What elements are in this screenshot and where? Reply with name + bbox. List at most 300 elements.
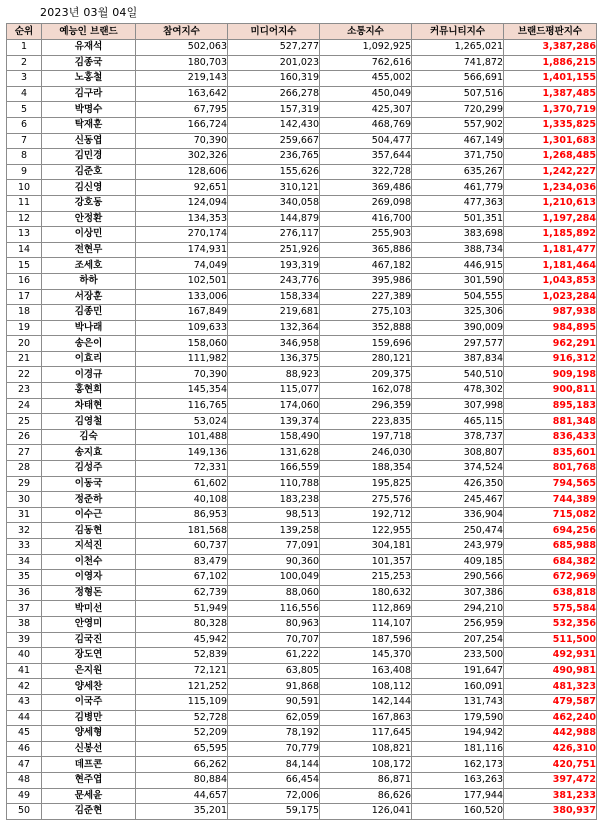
community-cell: 501,351: [412, 211, 504, 227]
table-row: [7, 616, 597, 632]
reputation-index-cell: 984,895: [504, 320, 597, 336]
media-cell: 115,077: [228, 383, 320, 399]
community-cell: 308,807: [412, 445, 504, 461]
rank-cell: 27: [7, 445, 42, 461]
rank-cell: 28: [7, 461, 42, 477]
participation-cell: 302,326: [136, 149, 228, 165]
rank-cell: 11: [7, 195, 42, 211]
reputation-index-cell: 462,240: [504, 710, 597, 726]
community-cell: 720,299: [412, 102, 504, 118]
table-row: [7, 788, 597, 804]
media-cell: 63,805: [228, 663, 320, 679]
reputation-index-cell: 397,472: [504, 772, 597, 788]
communication-cell: 145,370: [320, 648, 412, 664]
reputation-index-cell: 835,601: [504, 445, 597, 461]
brand-name-cell: 박나래: [42, 320, 136, 336]
rank-cell: 42: [7, 679, 42, 695]
community-cell: 181,116: [412, 741, 504, 757]
participation-cell: 62,739: [136, 585, 228, 601]
communication-cell: 468,769: [320, 117, 412, 133]
brand-name-cell: 김동현: [42, 523, 136, 539]
reputation-index-cell: 1,181,464: [504, 258, 597, 274]
table-row: [7, 133, 597, 149]
media-cell: 98,513: [228, 507, 320, 523]
table-row: [7, 258, 597, 274]
community-cell: 378,737: [412, 429, 504, 445]
participation-cell: 53,024: [136, 414, 228, 430]
community-cell: 194,942: [412, 726, 504, 742]
participation-cell: 40,108: [136, 492, 228, 508]
rank-cell: 40: [7, 648, 42, 664]
community-cell: 179,590: [412, 710, 504, 726]
reputation-index-cell: 1,023,284: [504, 289, 597, 305]
media-cell: 139,374: [228, 414, 320, 430]
table-row: [7, 554, 597, 570]
brand-name-cell: 데프콘: [42, 757, 136, 773]
table-row: [7, 429, 597, 445]
communication-cell: 425,307: [320, 102, 412, 118]
table-row: [7, 398, 597, 414]
participation-cell: 115,109: [136, 694, 228, 710]
brand-name-cell: 조세호: [42, 258, 136, 274]
participation-cell: 124,094: [136, 195, 228, 211]
rank-cell: 33: [7, 539, 42, 555]
media-cell: 183,238: [228, 492, 320, 508]
brand-name-cell: 이수근: [42, 507, 136, 523]
table-row: [7, 523, 597, 539]
brand-name-cell: 박명수: [42, 102, 136, 118]
table-row: [7, 726, 597, 742]
reputation-index-cell: 881,348: [504, 414, 597, 430]
community-cell: 383,698: [412, 227, 504, 243]
media-cell: 236,765: [228, 149, 320, 165]
rank-cell: 19: [7, 320, 42, 336]
rank-cell: 8: [7, 149, 42, 165]
media-cell: 158,334: [228, 289, 320, 305]
reputation-index-cell: 836,433: [504, 429, 597, 445]
reputation-index-cell: 426,310: [504, 741, 597, 757]
communication-cell: 296,359: [320, 398, 412, 414]
participation-cell: 80,884: [136, 772, 228, 788]
reputation-index-cell: 744,389: [504, 492, 597, 508]
reputation-index-cell: 1,387,485: [504, 86, 597, 102]
community-cell: 160,520: [412, 804, 504, 820]
reputation-index-cell: 672,969: [504, 570, 597, 586]
brand-name-cell: 탁재훈: [42, 117, 136, 133]
rank-cell: 37: [7, 601, 42, 617]
media-cell: 100,049: [228, 570, 320, 586]
reputation-index-cell: 511,500: [504, 632, 597, 648]
reputation-index-cell: 381,233: [504, 788, 597, 804]
participation-cell: 66,262: [136, 757, 228, 773]
participation-cell: 74,049: [136, 258, 228, 274]
rank-cell: 41: [7, 663, 42, 679]
reputation-index-cell: 1,197,284: [504, 211, 597, 227]
participation-cell: 101,488: [136, 429, 228, 445]
participation-cell: 52,839: [136, 648, 228, 664]
participation-cell: 102,501: [136, 273, 228, 289]
participation-cell: 149,136: [136, 445, 228, 461]
brand-name-cell: 이영자: [42, 570, 136, 586]
participation-cell: 128,606: [136, 164, 228, 180]
table-row: [7, 741, 597, 757]
brand-name-cell: 김민경: [42, 149, 136, 165]
reputation-index-cell: 1,043,853: [504, 273, 597, 289]
communication-cell: 223,835: [320, 414, 412, 430]
reputation-index-cell: 1,242,227: [504, 164, 597, 180]
communication-cell: 159,696: [320, 336, 412, 352]
community-cell: 245,467: [412, 492, 504, 508]
table-row: [7, 71, 597, 87]
media-cell: 193,319: [228, 258, 320, 274]
media-cell: 62,059: [228, 710, 320, 726]
reputation-index-cell: 420,751: [504, 757, 597, 773]
brand-name-cell: 김신영: [42, 180, 136, 196]
rank-cell: 34: [7, 554, 42, 570]
table-row: [7, 180, 597, 196]
reputation-index-cell: 575,584: [504, 601, 597, 617]
header-rank: 순위: [7, 24, 42, 40]
brand-name-cell: 김숙: [42, 429, 136, 445]
participation-cell: 45,942: [136, 632, 228, 648]
communication-cell: 163,408: [320, 663, 412, 679]
table-row: [7, 414, 597, 430]
table-row: [7, 227, 597, 243]
communication-cell: 126,041: [320, 804, 412, 820]
participation-cell: 70,390: [136, 367, 228, 383]
communication-cell: 209,375: [320, 367, 412, 383]
media-cell: 340,058: [228, 195, 320, 211]
rank-cell: 49: [7, 788, 42, 804]
media-cell: 527,277: [228, 40, 320, 56]
rank-cell: 24: [7, 398, 42, 414]
media-cell: 266,278: [228, 86, 320, 102]
communication-cell: 187,596: [320, 632, 412, 648]
communication-cell: 167,863: [320, 710, 412, 726]
community-cell: 507,516: [412, 86, 504, 102]
community-cell: 191,647: [412, 663, 504, 679]
table-row: [7, 694, 597, 710]
communication-cell: 504,477: [320, 133, 412, 149]
rank-cell: 30: [7, 492, 42, 508]
rank-cell: 36: [7, 585, 42, 601]
table-header-row: [7, 24, 597, 40]
communication-cell: 117,645: [320, 726, 412, 742]
communication-cell: 365,886: [320, 242, 412, 258]
communication-cell: 275,576: [320, 492, 412, 508]
community-cell: 250,474: [412, 523, 504, 539]
community-cell: 325,306: [412, 305, 504, 321]
reputation-index-cell: 442,988: [504, 726, 597, 742]
rank-cell: 10: [7, 180, 42, 196]
media-cell: 160,319: [228, 71, 320, 87]
participation-cell: 44,657: [136, 788, 228, 804]
participation-cell: 166,724: [136, 117, 228, 133]
communication-cell: 275,103: [320, 305, 412, 321]
table-row: [7, 86, 597, 102]
community-cell: 233,500: [412, 648, 504, 664]
community-cell: 1,265,021: [412, 40, 504, 56]
communication-cell: 369,486: [320, 180, 412, 196]
brand-name-cell: 송지효: [42, 445, 136, 461]
community-cell: 297,577: [412, 336, 504, 352]
media-cell: 110,788: [228, 476, 320, 492]
table-row: [7, 117, 597, 133]
brand-name-cell: 이국주: [42, 694, 136, 710]
community-cell: 390,009: [412, 320, 504, 336]
rank-cell: 4: [7, 86, 42, 102]
table-row: [7, 195, 597, 211]
participation-cell: 167,849: [136, 305, 228, 321]
table-row: [7, 351, 597, 367]
reputation-index-cell: 1,401,155: [504, 71, 597, 87]
brand-name-cell: 송은이: [42, 336, 136, 352]
table-row: [7, 383, 597, 399]
brand-name-cell: 이상민: [42, 227, 136, 243]
table-row: [7, 242, 597, 258]
participation-cell: 111,982: [136, 351, 228, 367]
community-cell: 388,734: [412, 242, 504, 258]
community-cell: 467,149: [412, 133, 504, 149]
reputation-index-cell: 801,768: [504, 461, 597, 477]
rank-cell: 12: [7, 211, 42, 227]
reputation-index-cell: 916,312: [504, 351, 597, 367]
participation-cell: 109,633: [136, 320, 228, 336]
participation-cell: 70,390: [136, 133, 228, 149]
brand-name-cell: 이경규: [42, 367, 136, 383]
community-cell: 465,115: [412, 414, 504, 430]
brand-name-cell: 이동국: [42, 476, 136, 492]
participation-cell: 72,121: [136, 663, 228, 679]
rank-cell: 43: [7, 694, 42, 710]
rank-cell: 38: [7, 616, 42, 632]
participation-cell: 133,006: [136, 289, 228, 305]
media-cell: 132,364: [228, 320, 320, 336]
media-cell: 72,006: [228, 788, 320, 804]
rank-cell: 50: [7, 804, 42, 820]
community-cell: 557,902: [412, 117, 504, 133]
brand-name-cell: 김준호: [42, 164, 136, 180]
media-cell: 251,926: [228, 242, 320, 258]
participation-cell: 72,331: [136, 461, 228, 477]
media-cell: 310,121: [228, 180, 320, 196]
table-row: [7, 211, 597, 227]
participation-cell: 65,595: [136, 741, 228, 757]
table-row: [7, 367, 597, 383]
rank-cell: 7: [7, 133, 42, 149]
media-cell: 116,556: [228, 601, 320, 617]
media-cell: 174,060: [228, 398, 320, 414]
media-cell: 142,430: [228, 117, 320, 133]
reputation-index-cell: 987,938: [504, 305, 597, 321]
brand-name-cell: 은지원: [42, 663, 136, 679]
rank-cell: 29: [7, 476, 42, 492]
reputation-index-cell: 900,811: [504, 383, 597, 399]
media-cell: 201,023: [228, 55, 320, 71]
community-cell: 374,524: [412, 461, 504, 477]
participation-cell: 83,479: [136, 554, 228, 570]
communication-cell: 762,616: [320, 55, 412, 71]
table-row: [7, 492, 597, 508]
community-cell: 177,944: [412, 788, 504, 804]
rank-cell: 47: [7, 757, 42, 773]
rank-cell: 48: [7, 772, 42, 788]
brand-name-cell: 정준하: [42, 492, 136, 508]
community-cell: 540,510: [412, 367, 504, 383]
communication-cell: 86,871: [320, 772, 412, 788]
table-row: [7, 507, 597, 523]
communication-cell: 304,181: [320, 539, 412, 555]
participation-cell: 502,063: [136, 40, 228, 56]
brand-name-cell: 정형돈: [42, 585, 136, 601]
brand-name-cell: 신동엽: [42, 133, 136, 149]
brand-name-cell: 김국진: [42, 632, 136, 648]
participation-cell: 80,328: [136, 616, 228, 632]
report-date: 2023년 03월 04일: [40, 6, 138, 19]
communication-cell: 86,626: [320, 788, 412, 804]
media-cell: 61,222: [228, 648, 320, 664]
reputation-index-cell: 3,387,286: [504, 40, 597, 56]
reputation-index-cell: 1,234,036: [504, 180, 597, 196]
media-cell: 90,360: [228, 554, 320, 570]
media-cell: 243,776: [228, 273, 320, 289]
community-cell: 131,743: [412, 694, 504, 710]
communication-cell: 322,728: [320, 164, 412, 180]
community-cell: 566,691: [412, 71, 504, 87]
participation-cell: 60,737: [136, 539, 228, 555]
community-cell: 294,210: [412, 601, 504, 617]
brand-name-cell: 차태현: [42, 398, 136, 414]
rank-cell: 23: [7, 383, 42, 399]
communication-cell: 108,821: [320, 741, 412, 757]
community-cell: 163,263: [412, 772, 504, 788]
table-row: [7, 305, 597, 321]
media-cell: 77,091: [228, 539, 320, 555]
community-cell: 307,386: [412, 585, 504, 601]
rank-cell: 26: [7, 429, 42, 445]
table-row: [7, 663, 597, 679]
media-cell: 131,628: [228, 445, 320, 461]
community-cell: 336,904: [412, 507, 504, 523]
communication-cell: 352,888: [320, 320, 412, 336]
communication-cell: 416,700: [320, 211, 412, 227]
table-row: [7, 102, 597, 118]
rank-cell: 5: [7, 102, 42, 118]
participation-cell: 67,795: [136, 102, 228, 118]
community-cell: 446,915: [412, 258, 504, 274]
communication-cell: 255,903: [320, 227, 412, 243]
reputation-index-cell: 1,335,825: [504, 117, 597, 133]
table-row: [7, 570, 597, 586]
brand-name-cell: 김종국: [42, 55, 136, 71]
table-row: [7, 336, 597, 352]
media-cell: 155,626: [228, 164, 320, 180]
table-body: [7, 40, 597, 820]
community-cell: 504,555: [412, 289, 504, 305]
brand-name-cell: 전현무: [42, 242, 136, 258]
reputation-index-cell: 479,587: [504, 694, 597, 710]
brand-name-cell: 노홍철: [42, 71, 136, 87]
community-cell: 301,590: [412, 273, 504, 289]
brand-name-cell: 김성주: [42, 461, 136, 477]
media-cell: 346,958: [228, 336, 320, 352]
brand-name-cell: 김준현: [42, 804, 136, 820]
community-cell: 256,959: [412, 616, 504, 632]
table-row: [7, 445, 597, 461]
media-cell: 88,060: [228, 585, 320, 601]
media-cell: 70,779: [228, 741, 320, 757]
community-cell: 387,834: [412, 351, 504, 367]
participation-cell: 219,143: [136, 71, 228, 87]
community-cell: 207,254: [412, 632, 504, 648]
media-cell: 88,923: [228, 367, 320, 383]
reputation-index-cell: 1,268,485: [504, 149, 597, 165]
media-cell: 259,667: [228, 133, 320, 149]
communication-cell: 112,869: [320, 601, 412, 617]
brand-name-cell: 김종민: [42, 305, 136, 321]
rank-cell: 13: [7, 227, 42, 243]
communication-cell: 269,098: [320, 195, 412, 211]
brand-name-cell: 이천수: [42, 554, 136, 570]
community-cell: 243,979: [412, 539, 504, 555]
reputation-index-cell: 1,301,683: [504, 133, 597, 149]
rank-cell: 20: [7, 336, 42, 352]
reputation-index-cell: 490,981: [504, 663, 597, 679]
media-cell: 90,591: [228, 694, 320, 710]
participation-cell: 163,642: [136, 86, 228, 102]
participation-cell: 86,953: [136, 507, 228, 523]
media-cell: 158,490: [228, 429, 320, 445]
participation-cell: 52,209: [136, 726, 228, 742]
rank-cell: 39: [7, 632, 42, 648]
communication-cell: 455,002: [320, 71, 412, 87]
communication-cell: 101,357: [320, 554, 412, 570]
header-reputation-index: 브랜드평판지수: [504, 24, 597, 40]
table-row: [7, 601, 597, 617]
rank-cell: 18: [7, 305, 42, 321]
media-cell: 59,175: [228, 804, 320, 820]
reputation-index-cell: 962,291: [504, 336, 597, 352]
communication-cell: 108,172: [320, 757, 412, 773]
communication-cell: 450,049: [320, 86, 412, 102]
header-brand: 예능인 브랜드: [42, 24, 136, 40]
rank-cell: 1: [7, 40, 42, 56]
community-cell: 162,173: [412, 757, 504, 773]
reputation-index-cell: 1,370,719: [504, 102, 597, 118]
media-cell: 78,192: [228, 726, 320, 742]
participation-cell: 180,703: [136, 55, 228, 71]
media-cell: 139,258: [228, 523, 320, 539]
table-row: [7, 476, 597, 492]
rank-cell: 46: [7, 741, 42, 757]
reputation-index-cell: 1,181,477: [504, 242, 597, 258]
header-community: 커뮤니티지수: [412, 24, 504, 40]
participation-cell: 121,252: [136, 679, 228, 695]
community-cell: 160,091: [412, 679, 504, 695]
participation-cell: 61,602: [136, 476, 228, 492]
table-row: [7, 710, 597, 726]
community-cell: 307,998: [412, 398, 504, 414]
communication-cell: 162,078: [320, 383, 412, 399]
reputation-index-cell: 1,210,613: [504, 195, 597, 211]
participation-cell: 116,765: [136, 398, 228, 414]
brand-name-cell: 양세찬: [42, 679, 136, 695]
rank-cell: 21: [7, 351, 42, 367]
media-cell: 91,868: [228, 679, 320, 695]
table-row: [7, 757, 597, 773]
reputation-index-cell: 1,886,215: [504, 55, 597, 71]
reputation-index-cell: 694,256: [504, 523, 597, 539]
